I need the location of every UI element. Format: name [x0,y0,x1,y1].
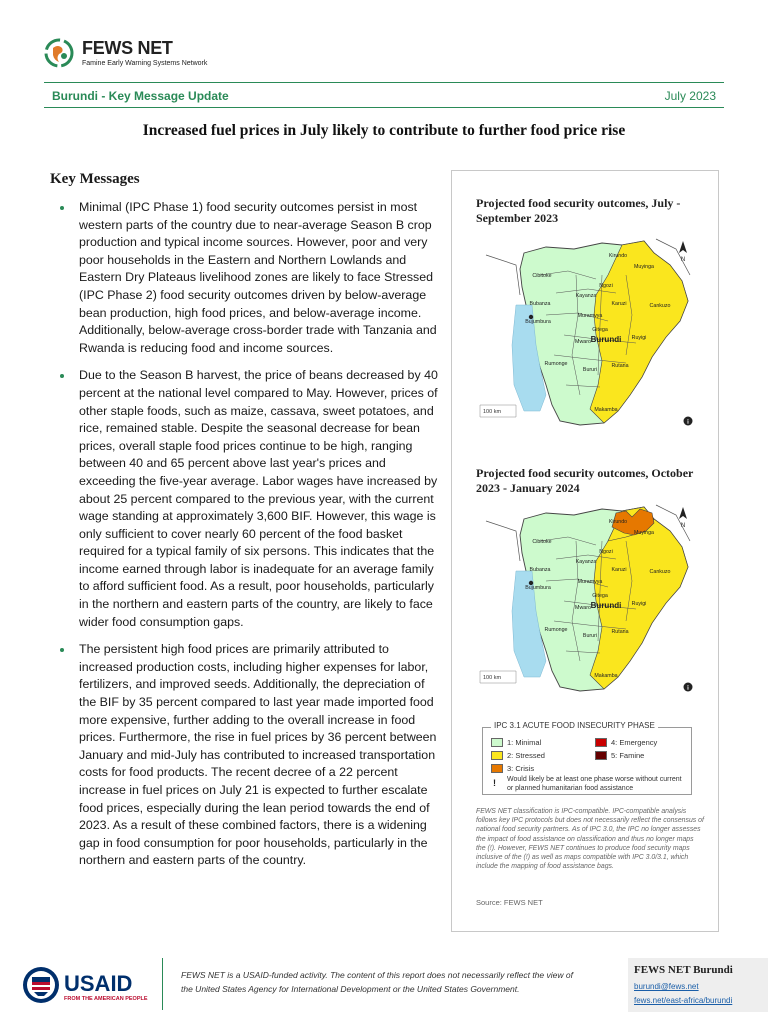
usaid-wordmark: USAID [64,971,133,996]
info-icon-label: i [687,419,689,426]
info-icon-label: i [687,685,689,692]
list-item: Minimal (IPC Phase 1) food security outcomes persist in most western parts of the country due to near-average Season B crop production and typical income sources. However, poor and very poor households in the Eastern and Northern Lowlands and Eastern Dry Plateaus livelihood zones are likely to face Stressed (IPC Phase 2) food security outcomes driven by below-average bean production, high food prices, and below-average income. Additionally, below-average cross-border trade with Tanzania and Rwanda is reducing food and income sources. [58,199,442,357]
legend-item-stressed [491,751,545,760]
burundi-map-svg [476,501,698,697]
legend-swatch [595,751,607,760]
key-messages-list [58,199,442,880]
province-label: Cibitoke [532,539,552,545]
ipc-disclaimer: FEWS NET classification is IPC-compatible. IPC-compatible analysis follows key IPC protocols but does not necessarily reflect the consensus of national food security partners. As of IPC 3.0, the IPC no longer assesses the impact of food assistance on classification and thus no longer maps the (!). However, FEWS NET continues to produce food security maps inclusive of the (!) as well as maps compatible with IPC 3.0/3.1, which include the mapping of food assistance bags. [476,808,704,871]
legend-label: 2: Stressed [507,751,545,760]
province-label: Gitega [592,327,608,333]
province-label: Muramvya [577,579,603,585]
map-title-2: Projected food security outcomes, October 2023 - January 2024 [476,466,694,495]
logo-subtitle: Famine Early Warning Systems Network [82,60,208,67]
province-label: Muyinga [633,264,655,270]
contact-box [628,958,768,1012]
map-october-january [476,501,698,697]
legend-title: IPC 3.1 ACUTE FOOD INSECURITY PHASE [491,721,658,730]
province-label: Bujumbura [525,585,551,591]
province-label: Bururi [582,367,598,373]
country-label: Burundi [590,335,622,344]
province-label: Bubanza [529,301,551,307]
province-label: Cankuzo [649,303,671,309]
legend-label: 1: Minimal [507,738,542,747]
province-label: Karuzi [611,567,627,573]
usaid-seal-icon [22,965,156,1005]
province-label: Kirundo [608,519,628,525]
assistance-icon: ! [493,778,496,788]
legend-label: 4: Emergency [611,738,658,747]
map-july-september [476,235,698,431]
list-item: Due to the Season B harvest, the price of beans decreased by 40 percent at the national level compared to May. However, prices of other staple foods, such as maize, cassava, sweet potatoes, and rice, remained stable. Despite the seasonal decrease for bean prices, overall staple food prices continue to be high, ranging between 40 and 65 percent above last year's prices and exceeding the five-year average. Labor wages have increased by about 25 percent compared to the previous year, with the current wage standing at approximately 3,600 BIF. However, this wage is only sufficient to cover nearly 60 percent of the food basket required for a typical family of six persons. This indicates that the income earned through labor is inadequate for an average family to afford sufficient food. As a result, poor households, particularly in the northern and eastern parts of the country, are likely to face wider food consumption gaps. [58,367,442,631]
province-label: Bubanza [529,567,551,573]
fews-net-logo [44,36,344,76]
province-label: Muramvya [577,313,603,319]
contact-title: FEWS NET Burundi [634,964,733,976]
footer-divider [162,958,163,1010]
map-title-1: Projected food security outcomes, July - September 2023 [476,196,681,225]
province-label: Makamba [594,673,618,679]
province-label: Karuzi [611,301,627,307]
province-label: Rutana [611,363,629,369]
burundi-map-svg [476,235,698,431]
list-item: The persistent high food prices are primarily attributed to increased production costs, including higher expenses for labor, fertilizers, and improved seeds. Additionally, the depreciation of the BIF by 35 percent compared to last year made imported food more expensive, further adding to the overall increase in food prices. Furthermore, the rise in fuel prices by 36 percent between January and mid-July has contributed to increased transportation costs for food products. The recent decree of a 22 percent increase in fuel prices on July 21 is expected to further escalate food prices, especially during the lean period towards the end of 2023. As a result of these combined factors, there is a widening gap in food consumption for poor households, particularly in the northern and eastern parts of the country. [58,641,442,870]
scale-label: 100 km [483,675,502,681]
key-messages-heading: Key Messages [50,171,140,187]
province-label: Rumonge [544,361,568,367]
province-label: Gitega [592,593,608,599]
footer-disclaimer: FEWS NET is a USAID-funded activity. The content of this report does not necessarily reflect the view of the United States Agency for International Development or the United States Government. [181,970,573,994]
ipc-legend [482,721,692,795]
province-label: Makamba [594,407,618,413]
north-label: N [680,523,686,529]
legend-item-crisis [491,764,534,773]
province-label: Bujumbura [525,319,551,325]
province-label: Muyinga [633,530,655,536]
province-label: Cankuzo [649,569,671,575]
province-label: Mwaro [575,339,591,345]
province-label: Mwaro [575,605,591,611]
legend-item-famine [595,751,644,760]
province-label: Kirundo [608,253,628,259]
province-label: Rutana [611,629,629,635]
province-label: Ruyigi [631,335,647,341]
province-label: Ngozi [599,549,613,555]
legend-item-emergency [595,738,657,747]
usaid-logo [22,965,156,1005]
province-label: Kayanza [575,293,597,299]
province-label: Ruyigi [631,601,647,607]
map-sidebar [451,170,719,932]
report-type: Burundi - Key Message Update [52,89,229,103]
province-label: Rumonge [544,627,568,633]
legend-item-minimal [491,738,541,747]
province-label: Kayanza [575,559,597,565]
contact-url-link[interactable]: fews.net/east-africa/burundi [634,996,733,1005]
legend-swatch [595,738,607,747]
country-label: Burundi [590,601,622,610]
legend-swatch [491,751,503,760]
report-date: July 2023 [664,89,716,103]
logo-title: FEWS NET [82,38,173,58]
scale-label: 100 km [483,409,502,415]
map-source: Source: FEWS NET [476,898,543,907]
legend-note: Would likely be at least one phase worse without current or planned humanitarian food assistance [507,776,682,792]
report-title-bar [44,82,724,108]
globe-icon [44,38,74,68]
province-label: Cibitoke [532,273,552,279]
province-label: Bururi [582,633,598,639]
contact-email-link[interactable]: burundi@fews.net [634,982,699,991]
legend-label: 3: Crisis [507,764,535,773]
province-label: Ngozi [599,283,613,289]
usaid-tagline: FROM THE AMERICAN PEOPLE [64,996,148,1002]
headline: Increased fuel prices in July likely to contribute to further food price rise [142,122,626,139]
legend-label: 5: Famine [611,751,645,760]
legend-swatch [491,764,503,773]
legend-swatch [491,738,503,747]
north-label: N [680,257,686,263]
